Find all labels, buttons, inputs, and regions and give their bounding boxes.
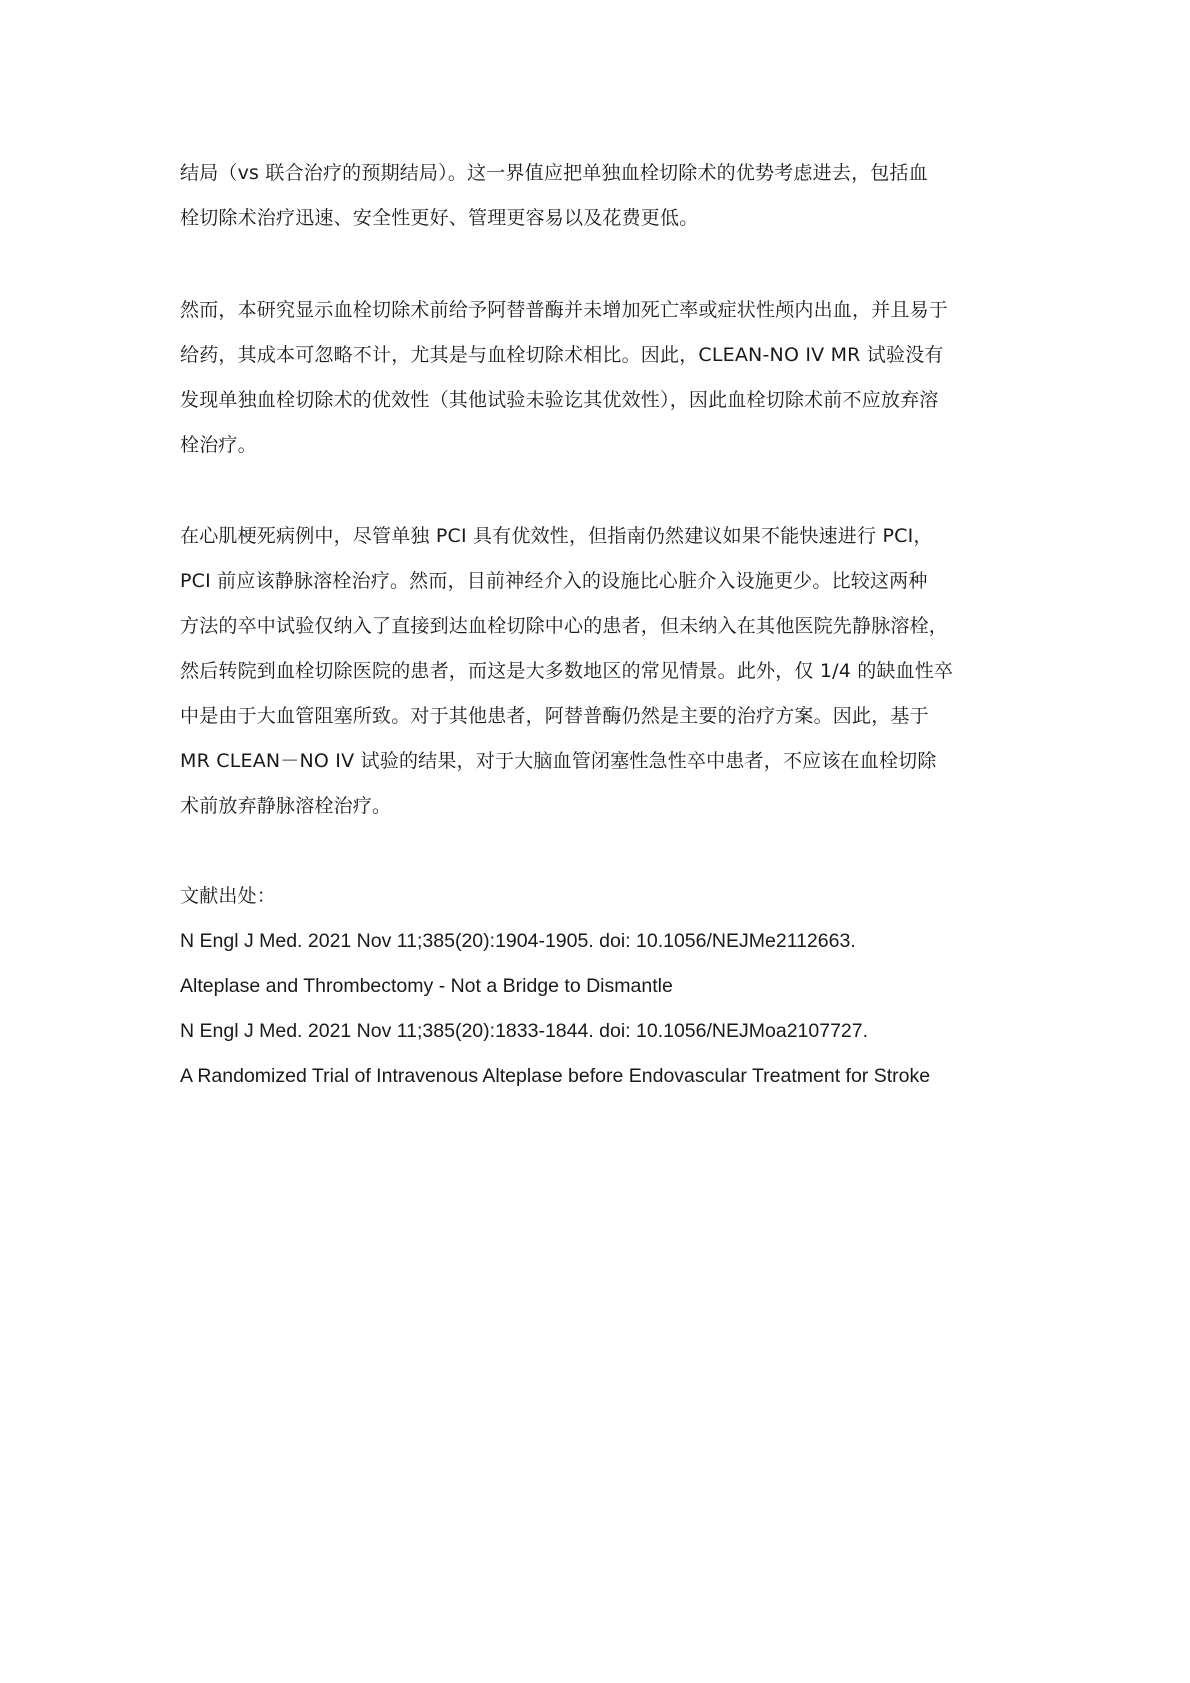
paragraph-line: 术前放弃静脉溶栓治疗。 (180, 795, 392, 817)
reference-citation: N Engl J Med. 2021 Nov 11;385(20):1833-1844. doi: 10.1056/NEJMoa2107727. (180, 1020, 869, 1042)
paragraph-line: 中是由于大血管阻塞所致。对于其他患者，阿替普酶仍然是主要的治疗方案。因此，基于 (180, 705, 929, 727)
paragraph-line: 栓治疗。 (180, 434, 257, 456)
paragraph-line: 然后转院到血栓切除医院的患者，而这是大多数地区的常见情景。此外，仅 1/4 的缺血性卒 (180, 660, 954, 682)
paragraph-line: 结局（vs 联合治疗的预期结局）。这一界值应把单独血栓切除术的优势考虑进去，包括血 (180, 162, 928, 184)
paragraph-line: MR CLEAN－NO IV 试验的结果，对于大脑血管闭塞性急性卒中患者，不应该在血栓切除 (180, 750, 937, 772)
paragraph-line: 然而，本研究显示血栓切除术前给予阿替普酶并未增加死亡率或症状性颅内出血，并且易于 (180, 299, 949, 321)
reference-citation: N Engl J Med. 2021 Nov 11;385(20):1904-1905. doi: 10.1056/NEJMe2112663. (180, 930, 856, 952)
paragraph-line: 发现单独血栓切除术的优效性（其他试验未验讫其优效性），因此血栓切除术前不应放弃溶 (180, 389, 939, 411)
references-section (180, 874, 1010, 1099)
reference-title: Alteplase and Thrombectomy - Not a Bridge to Dismantle (180, 975, 673, 997)
paragraph-line: 方法的卒中试验仅纳入了直接到达血栓切除中心的患者，但未纳入在其他医院先静脉溶栓， (180, 615, 949, 637)
paragraph-line: 栓切除术治疗迅速、安全性更好、管理更容易以及花费更低。 (180, 207, 699, 229)
paragraph-1 (180, 151, 1010, 241)
references-heading: 文献出处： (180, 885, 277, 907)
paragraph-line: PCI 前应该静脉溶栓治疗。然而，目前神经介入的设施比心脏介入设施更少。比较这两种 (180, 570, 928, 592)
paragraph-3 (180, 514, 1010, 829)
paragraph-line: 在心肌梗死病例中，尽管单独 PCI 具有优效性，但指南仍然建议如果不能快速进行 PCI， (180, 525, 933, 547)
reference-title: A Randomized Trial of Intravenous Alteplase before Endovascular Treatment for Stroke (180, 1065, 931, 1087)
paragraph-2 (180, 288, 1010, 468)
paragraph-line: 给药，其成本可忽略不计，尤其是与血栓切除术相比。因此，CLEAN-NO IV MR 试验没有 (180, 344, 944, 366)
